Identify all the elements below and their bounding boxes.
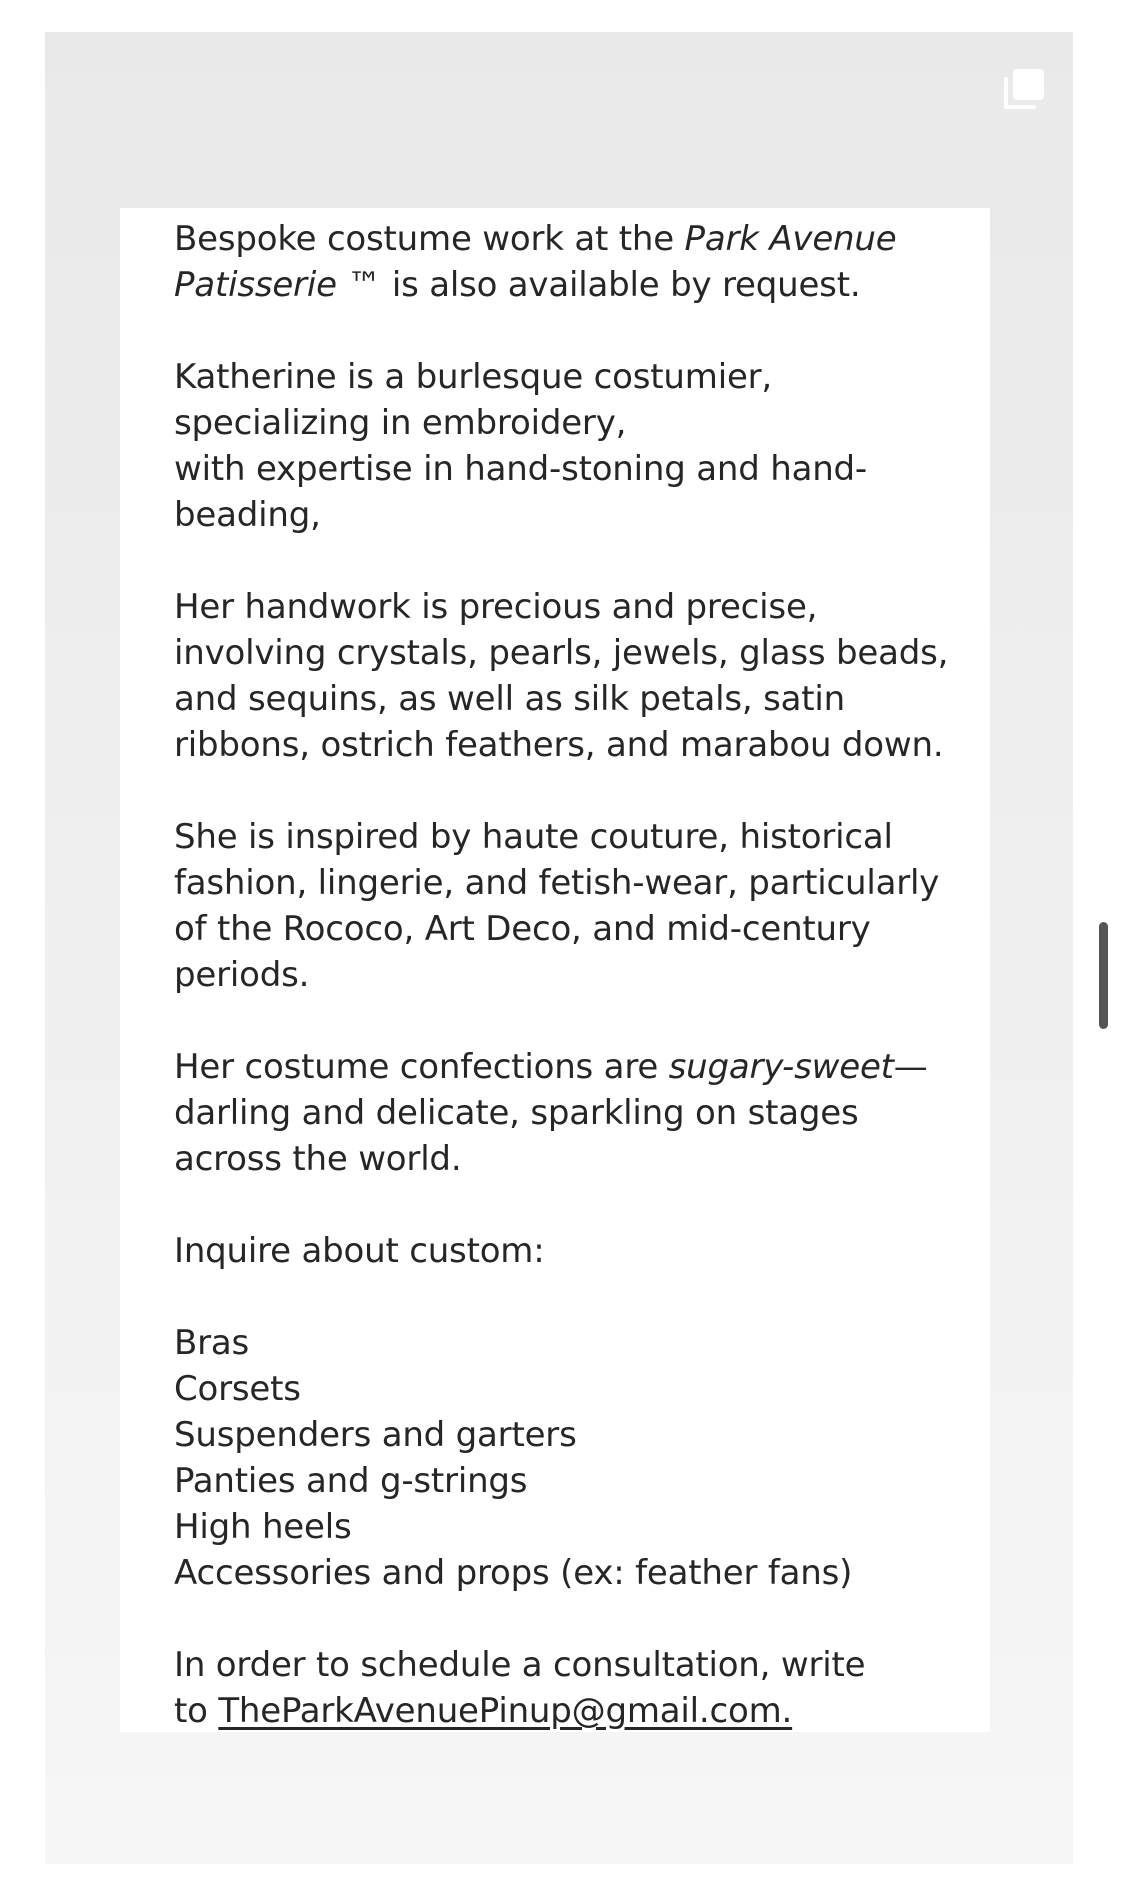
text-card xyxy=(120,208,990,1732)
list-item: Accessories and props (ex: feather fans) xyxy=(174,1553,853,1593)
copy-icon[interactable] xyxy=(1000,63,1050,113)
paragraph-bespoke: Bespoke costume work at the Park Avenue Patisserie ™ is also available by request. xyxy=(174,219,897,305)
paragraph-confections: Her costume confections are sugary-sweet— darling and delicate, sparkling on stages across the world. xyxy=(174,1047,928,1179)
list-item: Bras xyxy=(174,1323,250,1363)
list-item: High heels xyxy=(174,1507,352,1547)
custom-items-list xyxy=(174,1320,974,1596)
post-content xyxy=(174,216,974,1734)
email-link[interactable]: TheParkAvenuePinup@gmail.com. xyxy=(218,1691,793,1731)
paragraph-consultation: In order to schedule a consultation, write to TheParkAvenuePinup@gmail.com. xyxy=(174,1645,866,1731)
paragraph-inspiration: She is inspired by haute couture, historical fashion, lingerie, and fetish-wear, particularly of the Rococo, Art Deco, and mid-century periods. xyxy=(174,817,940,995)
scrollbar-thumb[interactable] xyxy=(1099,922,1108,1029)
paragraph-about-katherine: Katherine is a burlesque costumier, specializing in embroidery, with expertise in hand-stoning and hand- beading, xyxy=(174,357,868,535)
list-item: Corsets xyxy=(174,1369,301,1409)
list-item: Panties and g-strings xyxy=(174,1461,528,1501)
list-item: Suspenders and garters xyxy=(174,1415,577,1455)
paragraph-inquire: Inquire about custom: xyxy=(174,1231,545,1271)
paragraph-handwork: Her handwork is precious and precise, involving crystals, pearls, jewels, glass beads, and sequins, as well as silk petals, satin ribbons, ostrich feathers, and marabou down. xyxy=(174,587,949,765)
